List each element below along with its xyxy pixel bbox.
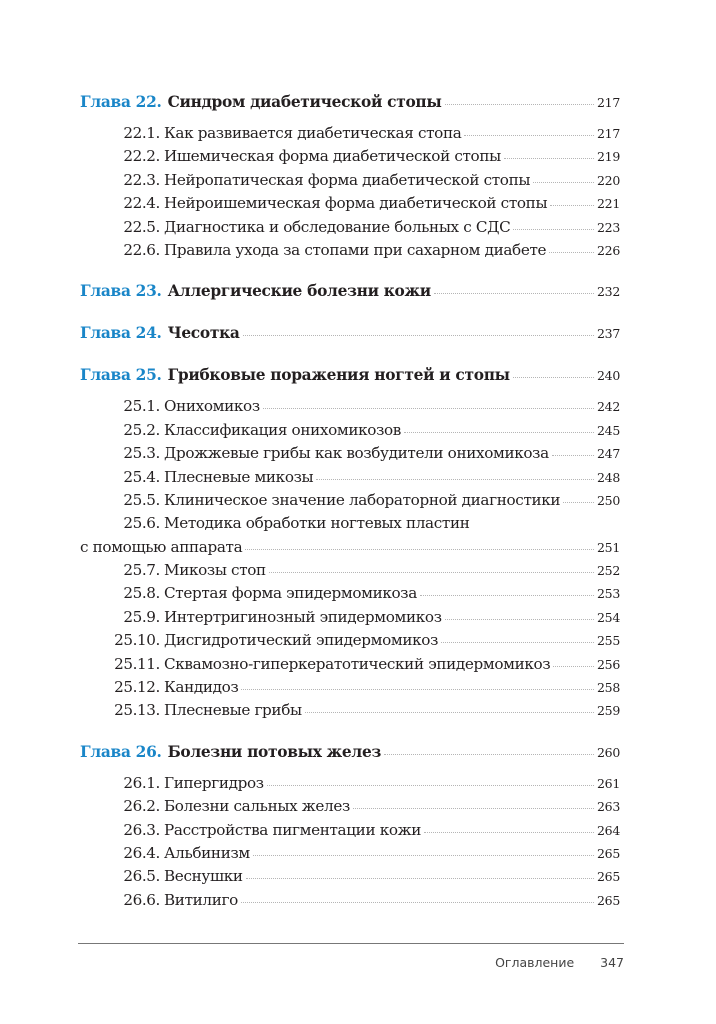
- dot-leader: [404, 432, 594, 433]
- section-title: Микозы стоп: [164, 561, 266, 580]
- page-number: 240: [597, 368, 620, 384]
- dot-leader: [384, 754, 594, 755]
- page-number: 242: [597, 399, 620, 415]
- chapter-title: Грибковые поражения ногтей и стопы: [167, 366, 510, 385]
- chapter-title: Болезни потовых желез: [167, 742, 381, 761]
- page-number: 217: [597, 126, 620, 141]
- section-title: Методика обработки ногтевых пластин: [164, 514, 470, 533]
- dot-leader: [420, 595, 594, 596]
- section-title: Кандидоз: [164, 678, 239, 697]
- page-number: 259: [597, 703, 620, 719]
- section-number: 25.3.: [123, 444, 160, 463]
- dot-leader: [253, 855, 594, 856]
- section-number: 26.2.: [123, 797, 160, 816]
- section-title: Нейроишемическая форма диабетической стопы: [164, 194, 548, 213]
- dot-leader: [316, 479, 594, 480]
- section-number: 26.4.: [123, 843, 160, 862]
- page-number: 253: [597, 586, 620, 602]
- table-of-contents: [80, 89, 620, 912]
- section-title-continuation: с помощью аппарата: [80, 537, 243, 556]
- dot-leader: [445, 104, 595, 105]
- toc-section-entry[interactable]: [80, 629, 620, 652]
- page-number: 217: [597, 95, 620, 110]
- dot-leader: [464, 135, 594, 136]
- chapter-spacer: [80, 262, 620, 278]
- section-title: Как развивается диабетическая стопа: [164, 124, 462, 142]
- section-number: 25.4.: [123, 467, 160, 486]
- toc-section-entry[interactable]: [80, 653, 620, 676]
- toc-section-entry[interactable]: [80, 842, 620, 865]
- section-spacer: [80, 388, 620, 395]
- toc-section-entry[interactable]: [80, 239, 620, 262]
- page-number: 265: [597, 869, 620, 885]
- page-number: 219: [597, 149, 620, 165]
- toc-section-entry[interactable]: [80, 865, 620, 888]
- dot-leader: [263, 408, 594, 409]
- section-title: Гипергидроз: [164, 773, 264, 792]
- section-number: 22.5.: [123, 217, 160, 236]
- section-title: Диагностика и обследование больных с СДС: [164, 217, 511, 236]
- page-number: 265: [597, 892, 620, 908]
- toc-section-entry[interactable]: [80, 676, 620, 699]
- chapter-spacer: [80, 304, 620, 320]
- toc-section-entry[interactable]: [80, 795, 620, 818]
- toc-section-entry[interactable]: [80, 889, 620, 912]
- toc-section-entry[interactable]: [80, 489, 620, 512]
- section-title: Ишемическая форма диабетической стопы: [164, 147, 501, 166]
- section-title: Классификация онихомикозов: [164, 420, 401, 439]
- dot-leader: [269, 572, 594, 573]
- toc-chapter-entry[interactable]: [80, 89, 620, 115]
- toc-section-entry[interactable]: [80, 606, 620, 629]
- page-number: 265: [597, 845, 620, 861]
- chapter-label: Глава 26.: [80, 742, 162, 761]
- section-title: Дисгидротический эпидермомикоз: [164, 631, 439, 650]
- section-spacer: [80, 115, 620, 122]
- section-number: 25.8.: [123, 584, 160, 603]
- dot-leader: [513, 229, 594, 230]
- dot-leader: [533, 182, 594, 183]
- section-number: 25.6.: [123, 514, 160, 533]
- chapter-spacer: [80, 723, 620, 739]
- toc-section-entry[interactable]: [80, 145, 620, 168]
- page-number: 226: [597, 242, 620, 258]
- dot-leader: [267, 785, 594, 786]
- toc-chapter-entry[interactable]: [80, 362, 620, 388]
- dot-leader: [241, 902, 594, 903]
- section-number: 22.4.: [123, 194, 160, 213]
- section-number: 25.5.: [123, 490, 160, 509]
- dot-leader: [424, 832, 594, 833]
- section-title: Плесневые микозы: [164, 467, 314, 486]
- chapter-title: Аллергические болезни кожи: [167, 282, 431, 301]
- page-number: 254: [597, 609, 620, 625]
- section-number: 22.2.: [123, 147, 160, 166]
- toc-section-entry[interactable]: [80, 582, 620, 605]
- footer-section-name: Оглавление: [495, 955, 575, 970]
- page-number: 232: [597, 284, 620, 300]
- dot-leader: [245, 549, 594, 550]
- section-title: Онихомикоз: [164, 397, 260, 416]
- toc-section-entry[interactable]: [80, 699, 620, 722]
- dot-leader: [553, 666, 594, 667]
- toc-chapter-entry[interactable]: [80, 320, 620, 346]
- chapter-spacer: [80, 346, 620, 362]
- section-number: 22.6.: [123, 240, 160, 259]
- footer-divider: [78, 943, 624, 944]
- page-number: 220: [597, 172, 620, 188]
- section-title: Веснушки: [164, 867, 243, 886]
- page-number: 237: [597, 326, 620, 342]
- section-number: 25.7.: [123, 561, 160, 580]
- toc-section-entry[interactable]: [80, 466, 620, 489]
- dot-leader: [441, 642, 594, 643]
- section-title: Правила ухода за стопами при сахарном диабете: [164, 240, 547, 259]
- page-number: 256: [597, 656, 620, 672]
- section-title: Витилиго: [164, 890, 238, 909]
- toc-section-entry[interactable]: [80, 442, 620, 465]
- toc-section-entry[interactable]: [80, 419, 620, 442]
- page-number: 251: [597, 539, 620, 555]
- section-number: 25.12.: [114, 678, 160, 697]
- section-title: Альбинизм: [164, 843, 250, 862]
- dot-leader: [246, 878, 594, 879]
- toc-section-entry[interactable]: [80, 169, 620, 192]
- section-number: 25.9.: [123, 607, 160, 626]
- dot-leader: [241, 689, 594, 690]
- section-number: 26.1.: [123, 773, 160, 792]
- section-number: 26.3.: [123, 820, 160, 839]
- section-number: 25.13.: [114, 701, 160, 720]
- dot-leader: [243, 335, 594, 336]
- toc-section-entry[interactable]: [80, 216, 620, 239]
- page-footer: [495, 955, 624, 970]
- section-number: 25.10.: [114, 631, 160, 650]
- section-title: Клиническое значение лабораторной диагностики: [164, 490, 561, 509]
- section-number: 22.1.: [123, 124, 160, 142]
- dot-leader: [563, 502, 594, 503]
- toc-section-entry[interactable]: [80, 819, 620, 842]
- dot-leader: [513, 377, 594, 378]
- toc-section-entry-continuation[interactable]: [80, 536, 620, 559]
- toc-chapter-entry[interactable]: [80, 278, 620, 304]
- dot-leader: [504, 158, 594, 159]
- section-number: 25.11.: [114, 654, 160, 673]
- page-number: 264: [597, 822, 620, 838]
- page-number: 245: [597, 422, 620, 438]
- dot-leader: [550, 205, 594, 206]
- page-number: 261: [597, 775, 620, 791]
- chapter-title: Чесотка: [167, 324, 240, 343]
- section-number: 22.3.: [123, 170, 160, 189]
- section-spacer: [80, 765, 620, 772]
- page-number: 223: [597, 219, 620, 235]
- section-title: Интертригинозный эпидермомикоз: [164, 607, 442, 626]
- page-number: 248: [597, 469, 620, 485]
- toc-section-entry[interactable]: [80, 559, 620, 582]
- toc-section-entry[interactable]: [80, 512, 620, 535]
- chapter-label: Глава 24.: [80, 324, 162, 343]
- page-number: 255: [597, 633, 620, 649]
- page-number: 258: [597, 680, 620, 696]
- chapter-label: Глава 23.: [80, 282, 162, 301]
- section-number: 25.1.: [123, 397, 160, 416]
- section-title: Стертая форма эпидермомикоза: [164, 584, 417, 603]
- section-number: 25.2.: [123, 420, 160, 439]
- page-number: 263: [597, 799, 620, 815]
- section-title: Расстройства пигментации кожи: [164, 820, 422, 839]
- section-title: Сквамозно-гиперкератотический эпидермомикоз: [164, 654, 551, 673]
- dot-leader: [434, 293, 594, 294]
- page-number: 221: [597, 196, 620, 212]
- section-title: Плесневые грибы: [164, 701, 302, 720]
- section-number: 26.6.: [123, 890, 160, 909]
- toc-section-entry[interactable]: [80, 192, 620, 215]
- chapter-label: Глава 22.: [80, 93, 162, 111]
- toc-section-entry[interactable]: [80, 122, 620, 145]
- toc-chapter-entry[interactable]: [80, 739, 620, 765]
- dot-leader: [549, 252, 594, 253]
- page-number: 252: [597, 563, 620, 579]
- dot-leader: [305, 712, 594, 713]
- dot-leader: [445, 619, 594, 620]
- toc-section-entry[interactable]: [80, 395, 620, 418]
- section-number: 26.5.: [123, 867, 160, 886]
- section-title: Нейропатическая форма диабетической стопы: [164, 170, 531, 189]
- chapter-label: Глава 25.: [80, 366, 162, 385]
- dot-leader: [552, 455, 594, 456]
- section-title: Дрожжевые грибы как возбудители онихомикоза: [164, 444, 549, 463]
- page-number: 250: [597, 492, 620, 508]
- toc-section-entry[interactable]: [80, 772, 620, 795]
- footer-page-number: 347: [600, 955, 624, 970]
- page-number: 247: [597, 446, 620, 462]
- section-title: Болезни сальных желез: [164, 797, 350, 816]
- dot-leader: [353, 808, 594, 809]
- chapter-title: Синдром диабетической стопы: [167, 93, 442, 111]
- page-number: 260: [597, 744, 620, 760]
